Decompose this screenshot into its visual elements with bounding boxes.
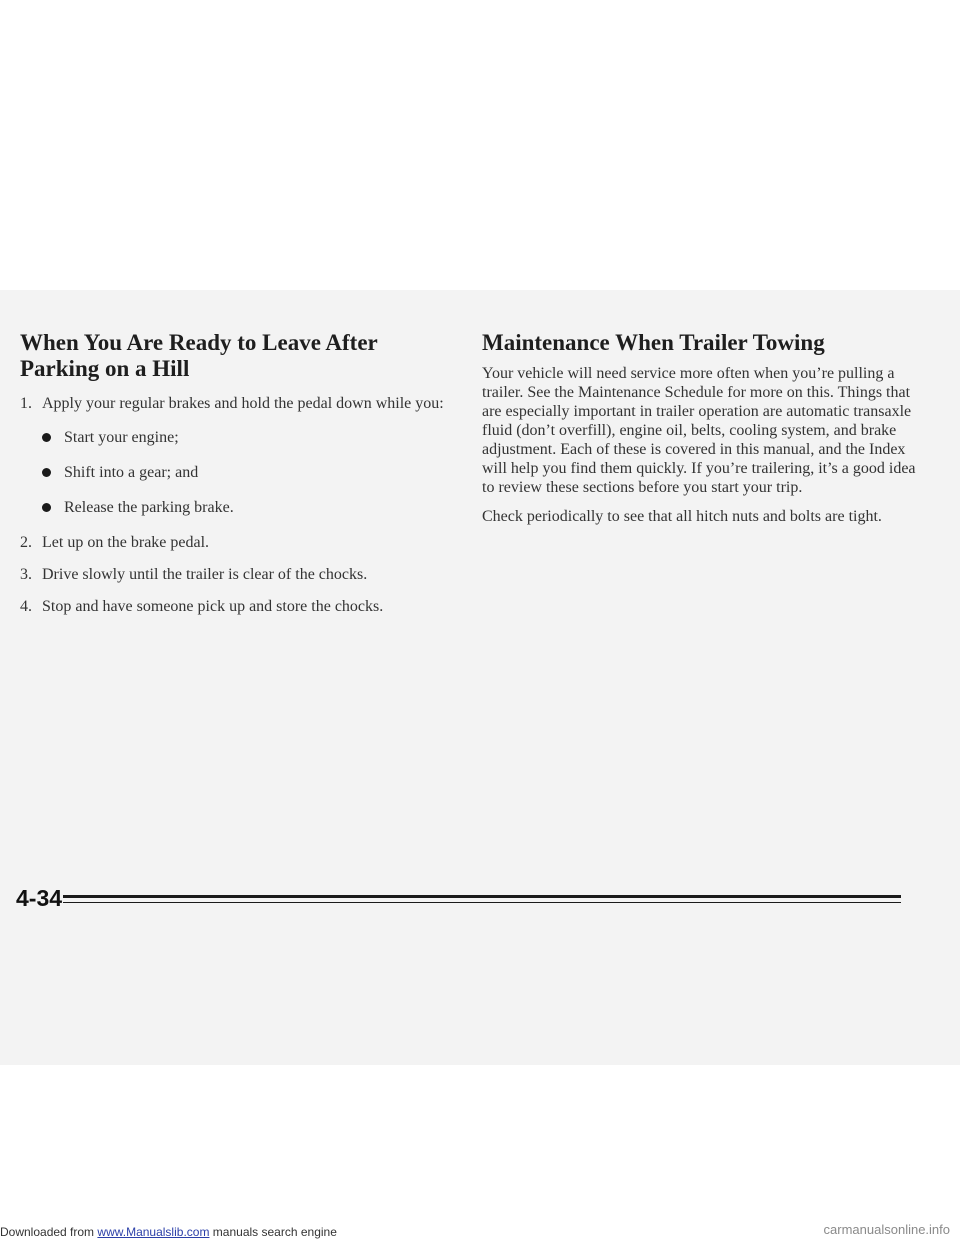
step-text: Stop and have someone pick up and store the chocks. bbox=[42, 598, 384, 615]
step-number: 3. bbox=[20, 566, 32, 583]
manualslib-link[interactable]: www.Manualslib.com bbox=[97, 1225, 210, 1239]
step-item bbox=[20, 394, 460, 517]
bullet-text: Start your engine; bbox=[64, 429, 179, 446]
maintenance-paragraph: Your vehicle will need service more often when you’re pulling a trailer. See the Maintenance Schedule for more on this. Things that are especially important in trailer operation are automatic transaxle fluid (don’t overfill), engine oil, belts, cooling system, and brake adjustment. Each of these is covered in this manual, and the Index will help you find them quickly. If you’re trailering, it’s a good idea to review these sections before you start your trip. bbox=[482, 365, 916, 496]
bullet-list bbox=[42, 428, 460, 517]
bullet-text: Release the parking brake. bbox=[64, 499, 234, 516]
bullet-icon bbox=[42, 433, 51, 442]
footer-rule-thin bbox=[63, 902, 901, 903]
step-number: 4. bbox=[20, 598, 32, 615]
page-number: 4-34 bbox=[16, 885, 63, 911]
left-column bbox=[20, 330, 460, 629]
section-title-leaving-hill: When You Are Ready to Leave After Parking on a Hill bbox=[20, 330, 378, 381]
step-item bbox=[20, 565, 460, 584]
step-number: 2. bbox=[20, 534, 32, 551]
step-text: Let up on the brake pedal. bbox=[42, 534, 210, 551]
section-title-maintenance: Maintenance When Trailer Towing bbox=[482, 330, 825, 355]
right-column bbox=[482, 330, 922, 536]
footer-prefix: Downloaded from bbox=[0, 1225, 95, 1239]
bullet-item bbox=[42, 428, 460, 447]
footer-rule-thick bbox=[63, 895, 901, 898]
download-footer bbox=[0, 1225, 337, 1239]
bullet-item bbox=[42, 463, 460, 482]
bullet-icon bbox=[42, 468, 51, 477]
step-text: Drive slowly until the trailer is clear of the chocks. bbox=[42, 566, 368, 583]
footer-suffix: manuals search engine bbox=[212, 1225, 337, 1239]
watermark-text: carmanualsonline.info bbox=[823, 1222, 950, 1237]
steps-list bbox=[20, 394, 460, 616]
bullet-text: Shift into a gear; and bbox=[64, 464, 199, 481]
bullet-icon bbox=[42, 503, 51, 512]
bullet-item bbox=[42, 498, 460, 517]
step-number: 1. bbox=[20, 395, 32, 412]
step-item bbox=[20, 533, 460, 552]
hitch-check-paragraph: Check periodically to see that all hitch nuts and bolts are tight. bbox=[482, 508, 882, 525]
step-text: Apply your regular brakes and hold the pedal down while you: bbox=[42, 395, 444, 412]
step-item bbox=[20, 597, 460, 616]
